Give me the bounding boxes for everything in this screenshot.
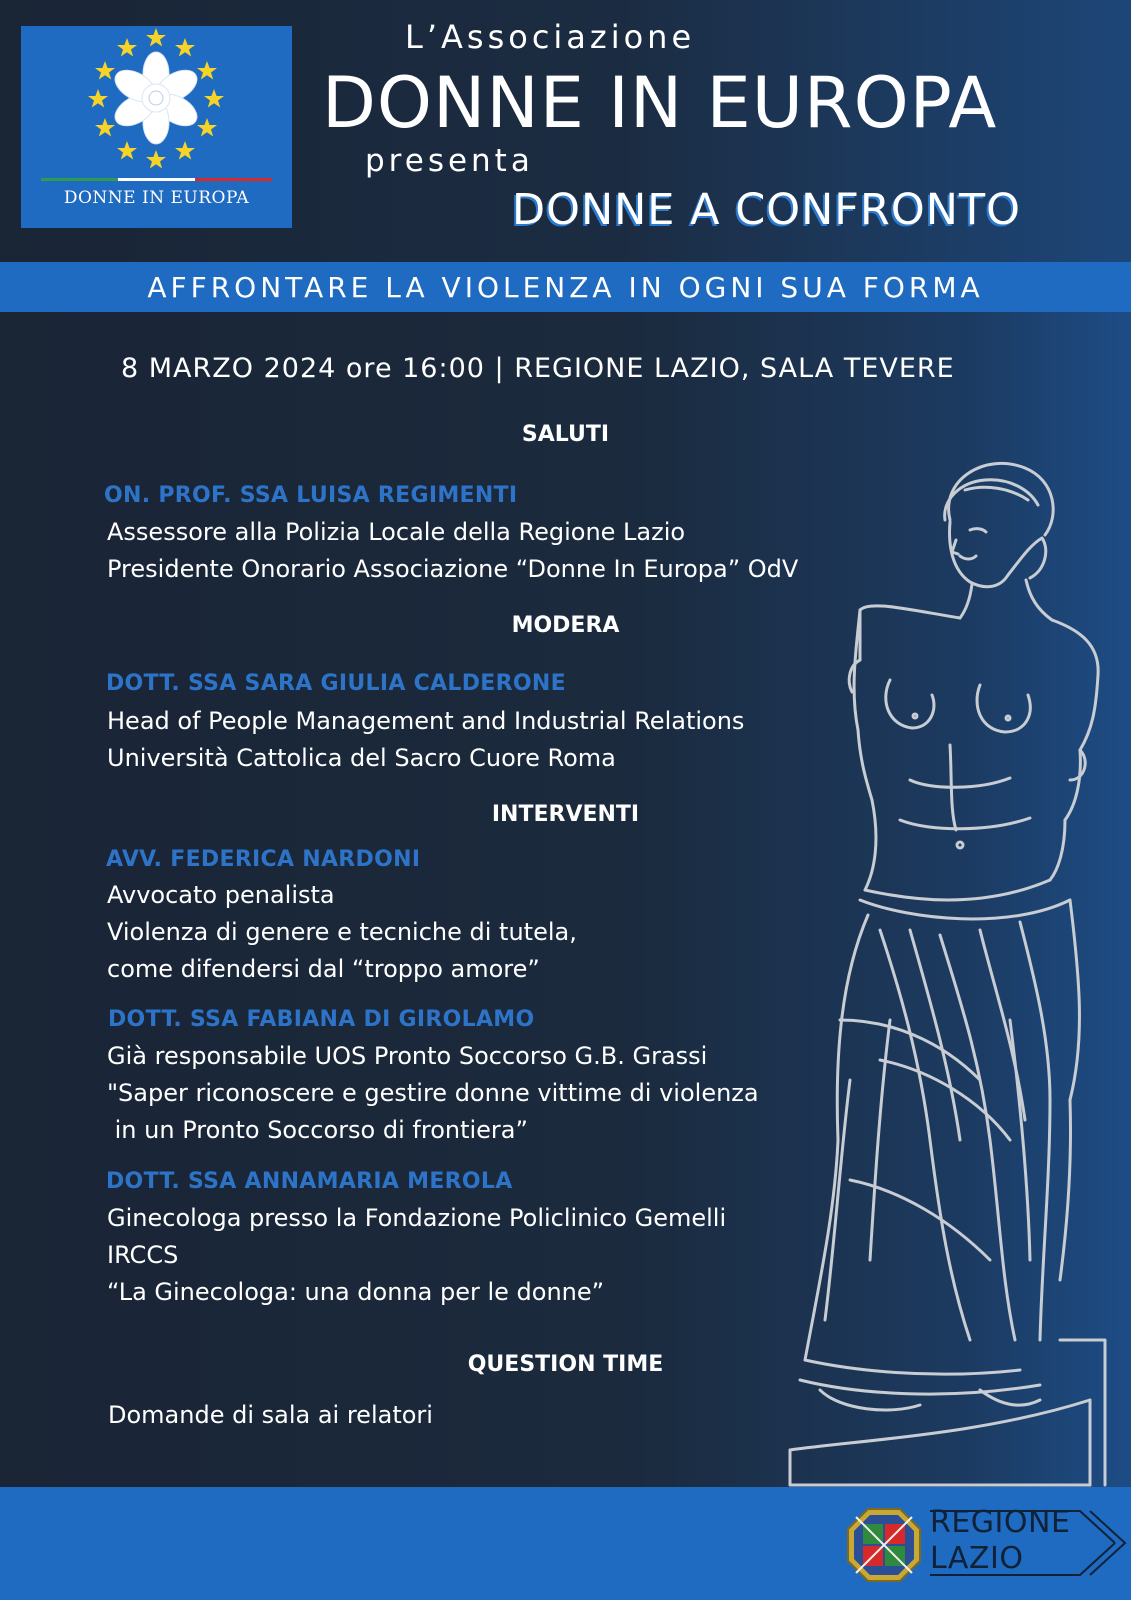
regione-lazio-line1: REGIONE	[930, 1505, 1071, 1540]
association-label: L’Associazione	[405, 18, 696, 56]
logo-text: DONNE IN EUROPA	[63, 188, 250, 208]
speaker-line: Ginecologa presso la Fondazione Policlinico Gemelli	[107, 1204, 727, 1232]
venus-statue-illustration	[780, 460, 1110, 1490]
speaker-details	[107, 1200, 726, 1311]
event-title: DONNE A CONFRONTO	[512, 185, 1021, 235]
speaker-line: Università Cattolica del Sacro Cuore Roma	[107, 744, 616, 772]
speaker-line: Assessore alla Polizia Locale della Regione Lazio	[107, 518, 686, 546]
footer-bar	[0, 1487, 1131, 1600]
speaker-name: DOTT. SSA ANNAMARIA MEROLA	[106, 1169, 513, 1194]
speaker-details	[107, 514, 798, 588]
speaker-name: ON. PROF. SSA LUISA REGIMENTI	[104, 483, 518, 508]
speaker-line: Avvocato penalista	[107, 881, 335, 909]
speaker-name: DOTT. SSA FABIANA DI GIROLAMO	[108, 1007, 535, 1032]
presenta-label: presenta	[365, 143, 534, 179]
question-time-text: Domande di sala ai relatori	[108, 1401, 433, 1429]
speaker-details	[107, 703, 744, 777]
section-question-time: QUESTION TIME	[467, 1352, 664, 1377]
theme-banner	[0, 262, 1131, 312]
speaker-line: Violenza di genere e tecniche di tutela,	[107, 918, 577, 946]
speaker-line: Presidente Onorario Associazione “Donne In Europa” OdV	[107, 555, 799, 583]
speaker-line: IRCCS	[107, 1241, 179, 1269]
section-modera: MODERA	[511, 613, 620, 638]
association-title: DONNE IN EUROPA	[322, 62, 998, 144]
speaker-details	[107, 1038, 759, 1149]
section-interventi: INTERVENTI	[491, 802, 640, 827]
speaker-line: Già responsabile UOS Pronto Soccorso G.B. Grassi	[107, 1042, 708, 1070]
speaker-line: "Saper riconoscere e gestire donne vittime di violenza	[107, 1079, 759, 1107]
regione-lazio-crest-icon	[846, 1507, 922, 1583]
speaker-line: in un Pronto Soccorso di frontiera”	[107, 1116, 528, 1144]
speaker-line: Head of People Management and Industrial Relations	[107, 707, 745, 735]
speaker-name: DOTT. SSA SARA GIULIA CALDERONE	[106, 671, 566, 696]
regione-lazio-line2: LAZIO	[930, 1541, 1024, 1576]
speaker-line: come difendersi dal “troppo amore”	[107, 955, 540, 983]
association-logo	[21, 26, 292, 228]
event-date-location: 8 MARZO 2024 ore 16:00 | REGIONE LAZIO, SALA TEVERE	[121, 353, 955, 384]
speaker-details	[107, 877, 577, 988]
theme-text: AFFRONTARE LA VIOLENZA IN OGNI SUA FORMA	[147, 271, 984, 304]
section-saluti: SALUTI	[521, 422, 610, 447]
speaker-line: “La Ginecologa: una donna per le donne”	[107, 1278, 605, 1306]
speaker-name: AVV. FEDERICA NARDONI	[106, 847, 421, 872]
